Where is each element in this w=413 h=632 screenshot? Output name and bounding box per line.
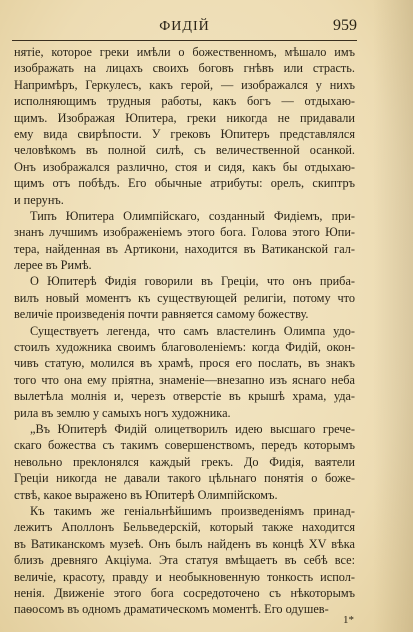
text-line: Напримѣръ, Геркулесъ, какъ герой, — изображался у нихъ [14, 77, 355, 92]
text-line: Греціи никогда не давали такого цѣльнаго понятія о боже- [14, 471, 355, 486]
header-rule [12, 40, 357, 41]
text-line: исполняющимъ трудныя работы, какъ богъ — отдыхаю- [14, 94, 355, 109]
running-head: ФИДІЙ [159, 19, 210, 34]
paragraph [14, 503, 355, 618]
text-line: невольно преклонялся каждый грекъ. До Фидія, ваятели [14, 454, 355, 469]
text-line: паѳосомъ въ одномъ драматическомъ моментѣ. Его одушев- [14, 602, 329, 617]
text-line: знанъ лучшимъ изображеніемъ этого бога. Голова этого Юпи- [14, 225, 355, 240]
text-line: Существуетъ легенда, что самъ властелинъ Олимпа удо- [30, 323, 355, 338]
text-line: лежитъ Аполлонъ Бельведерскій, который также находится [14, 520, 355, 535]
text-line: нятіе, которое греки имѣли о божественномъ, мѣшало имъ [14, 45, 355, 59]
paragraph [14, 323, 355, 421]
text-line: стоилъ художника своимъ благоволеніемъ: когда Фидій, окон- [14, 340, 355, 355]
text-line: близъ древняго Акціума. Эта статуя вмѣщаетъ въ себѣ все: [14, 553, 355, 568]
text-line: ненія. Движеніе этого бога сосредоточено съ нѣкоторымъ [14, 585, 355, 600]
text-line: щимъ. Изображая Юпитера, греки никогда не придавали [14, 110, 355, 125]
text-line: того что она ему пріятна, знаменіе—внезапно изъ яснаго неба [14, 372, 355, 387]
text-line: Онъ изображался различно, стоя и сидя, какъ бы отдыхаю- [14, 159, 355, 174]
text-line: Типъ Юпитера Олимпійскаго, созданный Фидіемъ, при- [30, 208, 355, 223]
signature-mark: 1* [343, 614, 354, 626]
text-line: Къ такимъ же геніальнѣйшимъ произведеніямъ принад- [30, 503, 355, 518]
text-line: „Въ Юпитерѣ Фидій олицетворилъ идею высшаго грече- [30, 421, 355, 436]
text-line: изображать на лицахъ своихъ боговъ гнѣвъ или страсть. [14, 61, 355, 76]
text-line: въ Ватиканскомъ музеѣ. Онъ былъ найденъ въ концѣ XV вѣка [14, 536, 355, 551]
text-line: величіе произведенія почти равняется самому божеству. [14, 307, 309, 322]
text-line: и перунъ. [14, 192, 64, 207]
text-line: лерее въ Римѣ. [14, 258, 92, 273]
text-line: вилъ новый моментъ къ существующей религіи, потому что [14, 290, 355, 305]
text-line: щимъ отъ побѣдъ. Его обычные атрибуты: орелъ, скиптръ [14, 176, 355, 191]
paragraph [14, 44, 355, 208]
paragraph [14, 273, 355, 322]
text-line: ему вида свирѣпости. У грековъ Юпитеръ представлялся [14, 126, 355, 141]
text-line: вылетѣла молнія и, черезъ отверстіе въ крышѣ храма, уда- [14, 389, 355, 404]
text-line: ствѣ, какое выражено въ Юпитерѣ Олимпійскомъ. [14, 487, 278, 502]
article-body [14, 44, 355, 618]
text-line: рила въ землю у самыхъ ногъ художника. [14, 405, 231, 420]
page-number: 959 [333, 17, 357, 34]
text-line: человѣкомъ въ полной силѣ, съ величественной осанкой. [14, 143, 355, 158]
page-edge-shadow [373, 0, 413, 632]
text-line: величіе, красоту, правду и необыкновенную тонкость испол- [14, 569, 355, 584]
text-line: скаго божества съ такимъ совершенствомъ, передъ которымъ [14, 438, 355, 453]
text-line: тера, найденная въ Артикони, находится въ Ватиканской гал- [14, 241, 355, 256]
text-line: О Юпитерѣ Фидія говорили въ Греціи, что онъ прибa- [30, 274, 355, 289]
page-header [12, 0, 357, 40]
text-line: чивъ статую, молился въ храмѣ, прося его послать, въ знакъ [14, 356, 355, 371]
paragraph [14, 208, 355, 274]
paragraph [14, 421, 355, 503]
